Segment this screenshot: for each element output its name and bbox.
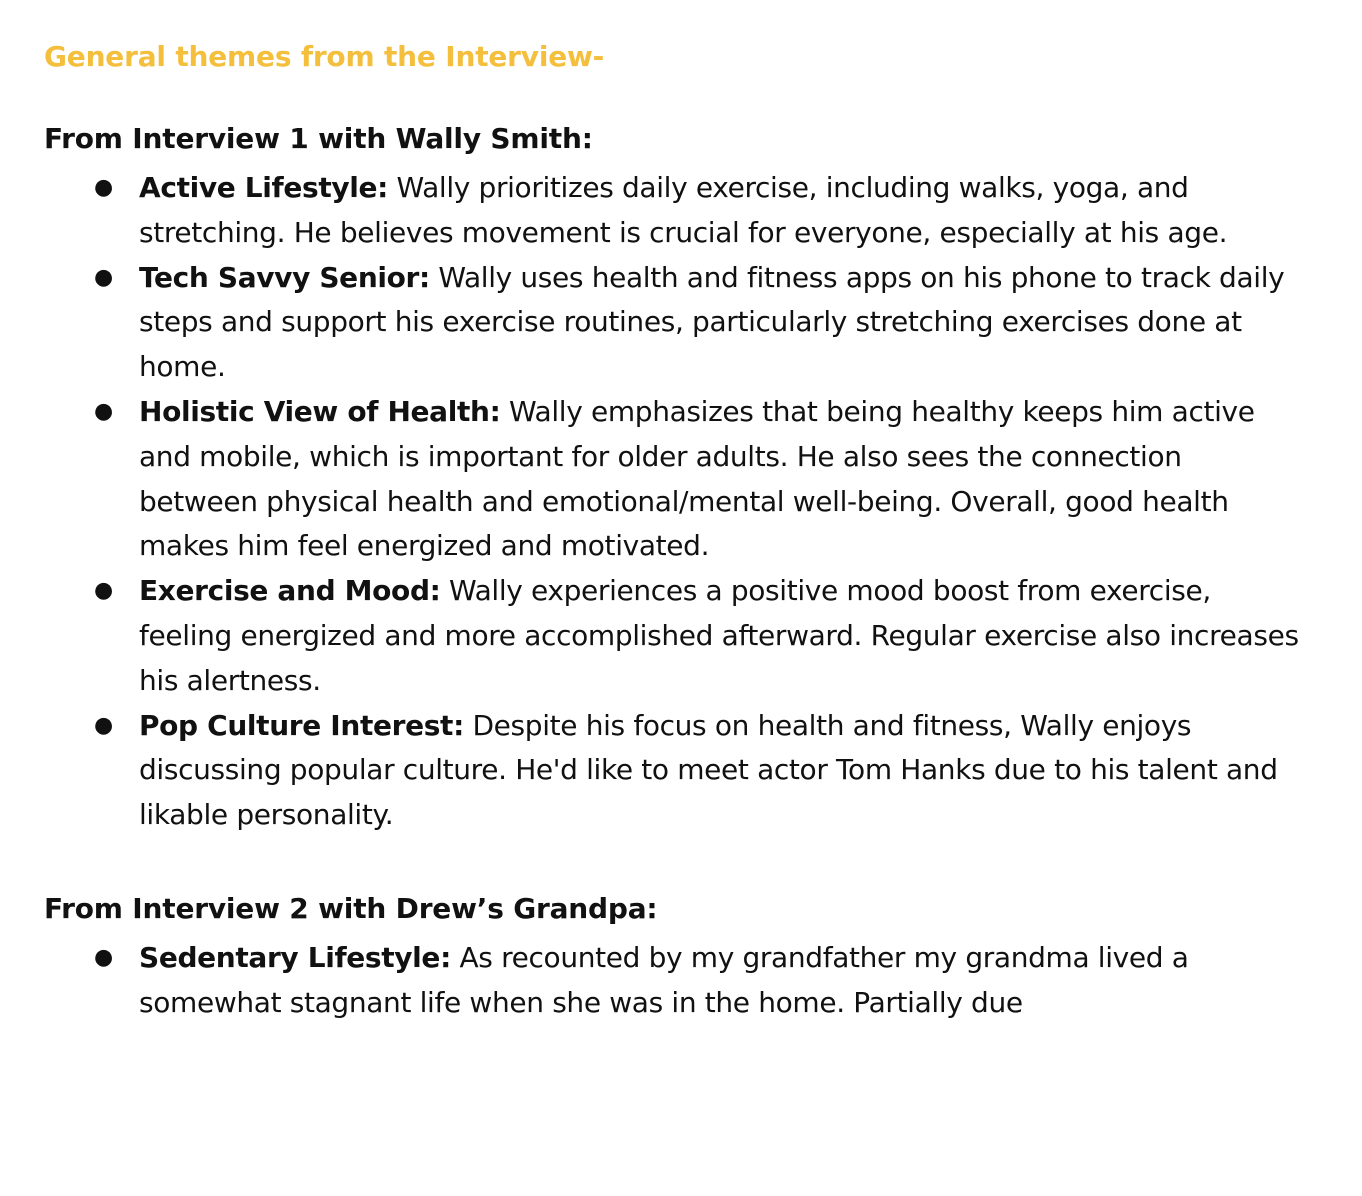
theme-text: Wally uses health and fitness apps on his phone to track daily steps and support his exercise routines, particularly stretching exercises done at home.	[139, 260, 1285, 384]
theme-item-tech-savvy-senior	[94, 256, 1304, 390]
theme-label: Tech Savvy Senior:	[139, 260, 430, 294]
document-page	[44, 30, 1304, 1026]
theme-item-exercise-and-mood	[94, 569, 1304, 703]
bullet-icon: ●	[94, 578, 113, 604]
bullet-icon: ●	[94, 944, 113, 970]
theme-text: As recounted by my grandfather my grandma lived a somewhat stagnant life when she was in the home. Partially due	[139, 940, 1189, 1019]
interview-2-heading: From Interview 2 with Drew’s Grandpa:	[44, 891, 658, 925]
bullet-icon: ●	[94, 175, 113, 200]
theme-label: Pop Culture Interest:	[139, 708, 464, 742]
interview-2-section	[44, 882, 1304, 1026]
bullet-icon: ●	[94, 398, 113, 424]
section-spacer	[44, 838, 1304, 882]
theme-label: Active Lifestyle:	[139, 171, 388, 204]
document-title: General themes from the Interview-	[44, 40, 605, 73]
theme-item-holistic-view-of-health	[94, 390, 1304, 569]
theme-item-pop-culture-interest	[94, 704, 1304, 838]
theme-item-active-lifestyle	[94, 166, 1304, 256]
theme-label: Sedentary Lifestyle:	[139, 940, 451, 974]
theme-item-sedentary-lifestyle	[94, 936, 1304, 1026]
interview-1-section	[44, 112, 1304, 838]
bullet-icon: ●	[94, 712, 113, 738]
theme-text: Wally emphasizes that being healthy keeps him active and mobile, which is important for older adults. He also sees the connection between physical health and emotional/mental well-being. Overall, good health makes him feel energized and motivated.	[139, 394, 1255, 563]
theme-text: Wally experiences a positive mood boost from exercise, feeling energized and more accomplished afterward. Regular exercise also increases his alertness.	[139, 574, 1299, 697]
interview-1-theme-list	[44, 166, 1304, 838]
theme-text: Wally prioritizes daily exercise, including walks, yoga, and stretching. He believes movement is crucial for everyone, especially at his age.	[139, 171, 1228, 249]
theme-label: Exercise and Mood:	[139, 574, 441, 608]
bullet-icon: ●	[94, 264, 113, 290]
interview-2-theme-list	[44, 936, 1304, 1026]
theme-text: Despite his focus on health and fitness, Wally enjoys discussing popular culture. He'd like to meet actor Tom Hanks due to his talent and likable personality.	[139, 708, 1278, 832]
interview-1-heading: From Interview 1 with Wally Smith:	[44, 122, 593, 155]
theme-label: Holistic View of Health:	[139, 394, 501, 428]
